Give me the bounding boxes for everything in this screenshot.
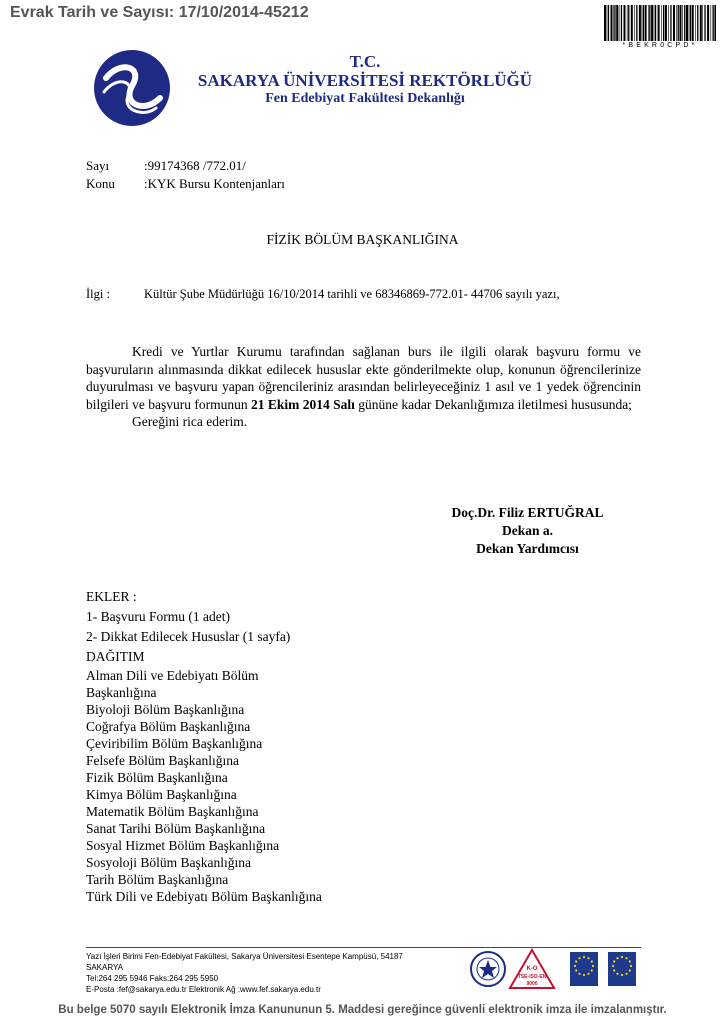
footer-contact [86, 951, 403, 995]
addressee: FİZİK BÖLÜM BAŞKANLIĞINA [266, 232, 459, 247]
dagitim-item: Tarih Bölüm Başkanlığına [86, 872, 229, 887]
university-logo [92, 48, 172, 128]
dagitim-item: Sosyoloji Bölüm Başkanlığına [86, 855, 252, 870]
dagitim-item: Çeviribilim Bölüm Başkanlığına [86, 736, 263, 751]
dagitim-item: Alman Dili ve Edebiyatı Bölüm [86, 668, 259, 683]
footer-address: Yazı İşleri Birimi Fen-Edebiyat Fakültesi, Sakarya Üniversitesi Esentepe Kampüsü, 54187 [86, 952, 403, 961]
dagitim-item: Coğrafya Bölüm Başkanlığına [86, 719, 251, 734]
body-text-after: gününe kadar Dekanlığımıza iletilmesi hususunda; [354, 396, 632, 412]
tse-iso-icon [510, 950, 554, 988]
signer-title-2: Dekan Yardımcısı [476, 541, 579, 556]
body-paragraph-2: Gereğini rica ederim. [132, 414, 248, 429]
sayi-value: :99174368 /772.01/ [144, 158, 246, 173]
letter-body [86, 343, 641, 431]
dagitim-item: Kimya Bölüm Başkanlığına [86, 787, 237, 802]
signer-title-1: Dekan a. [501, 523, 553, 538]
tse-code: 9000 [526, 981, 538, 987]
signature-block [420, 504, 635, 558]
ko-label: K-O [526, 966, 538, 972]
document-date-number: Evrak Tarih ve Sayısı: 17/10/2014-45212 [10, 4, 309, 21]
header-university: SAKARYA ÜNİVERSİTESİ REKTÖRLÜĞÜ [197, 71, 533, 90]
dagitim-title: DAĞITIM [86, 649, 145, 664]
dagitim-item: Biyoloji Bölüm Başkanlığına [86, 702, 245, 717]
konu-value: :KYK Bursu Kontenjanları [144, 176, 285, 191]
dagitim-item: Matematik Bölüm Başkanlığına [86, 804, 259, 819]
dagitim-item: Fizik Bölüm Başkanlığına [86, 770, 228, 785]
footer-email-web: E-Posta :fef@sakarya.edu.tr Elektronik Ağ :www.fef.sakarya.edu.tr [86, 985, 321, 994]
ilgi-label: İlgi : [86, 287, 110, 301]
dagitim-item: Türk Dili ve Edebiyatı Bölüm Başkanlığına [86, 889, 322, 904]
sayi-label: Sayı [86, 158, 110, 173]
barcode [604, 5, 716, 41]
dagitim-item: Başkanlığına [86, 685, 157, 700]
dagitim-item: Sosyal Hizmet Bölüm Başkanlığına [86, 838, 280, 853]
deadline-date: 21 Ekim 2014 Salı [250, 396, 355, 412]
body-text-before: Kredi ve Yurtlar Kurumu tarafından sağlanan burs ile ilgili olarak başvuru formu ve başvuruların alınmasında dikkat edilecek hususlar ekte gönderilmekte olup, konunun öğrencilerinize duyurulması ve başvuru yapan öğrencileriniz arasından belirleyeceğiniz 1 asıl ve 1 yedek öğrencinin bilgileri ve başvuru formunun [86, 344, 641, 412]
seal-icon [471, 952, 505, 986]
konu-label: Konu [86, 176, 115, 191]
ects-label-icon [570, 952, 598, 986]
eu-flag-icon [608, 952, 636, 986]
ekler-item: 2- Dikkat Edilecek Hususlar (1 sayfa) [86, 629, 291, 644]
ekler-title: EKLER : [86, 589, 137, 604]
dagitim-item: Felsefe Bölüm Başkanlığına [86, 753, 239, 768]
header-tc: T.C. [349, 52, 381, 71]
certification-logos [470, 948, 640, 990]
ilgi-text: Kültür Şube Müdürlüğü 16/10/2014 tarihli ve 68346869-772.01- 44706 sayılı yazı, [144, 287, 560, 301]
attachments-distribution [86, 587, 322, 905]
dagitim-item: Sanat Tarihi Bölüm Başkanlığına [86, 821, 266, 836]
barcode-caption: *BEKR0CPD* [622, 42, 698, 49]
header-faculty: Fen Edebiyat Fakültesi Dekanlığı [265, 91, 465, 106]
body-paragraph-1 [86, 343, 641, 413]
ekler-item: 1- Başvuru Formu (1 adet) [86, 609, 230, 624]
footer-city: SAKARYA [86, 963, 124, 972]
footer-phone: Tel:264 295 5946 Faks:264 295 5950 [86, 974, 219, 983]
e-signature-notice: Bu belge 5070 sayılı Elektronik İmza Kanununun 5. Maddesi gereğince güvenli elektronik imza ile imzalanmıştır. [58, 1004, 667, 1016]
signer-name: Doç.Dr. Filiz ERTUĞRAL [451, 505, 604, 520]
tse-label: TSE-ISO-EN [517, 974, 547, 980]
